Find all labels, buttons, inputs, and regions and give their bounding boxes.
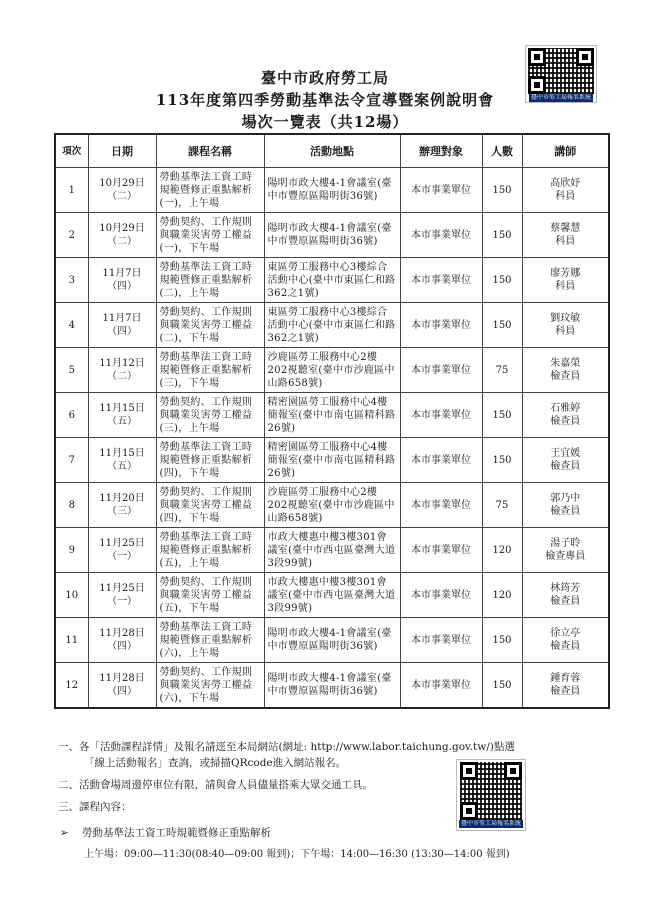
cell-lecturer (522, 528, 609, 573)
cell-date (88, 213, 156, 258)
cell-date-value: 11月20日 (99, 493, 145, 504)
qr-code-bottom[interactable] (456, 759, 526, 831)
cell-lecturer (522, 348, 609, 393)
cell-no: 7 (55, 438, 88, 483)
cell-weekday: （一） (107, 551, 137, 562)
cell-course: 勞動基準法工資工時規範暨修正重點解析(五)，上午場 (156, 528, 264, 573)
lecturer-name: 湯子聆 (550, 538, 581, 549)
cell-venue: 市政大樓惠中樓3樓301會議室(臺中市西屯區臺灣大道3段99號) (264, 528, 400, 573)
schedule-table (54, 133, 610, 709)
note-course-name: 勞動基準法工資工時規範暨修正重點解析 (82, 827, 271, 839)
cell-target: 本市事業單位 (400, 663, 482, 709)
cell-target: 本市事業單位 (400, 528, 482, 573)
lecturer-name: 廖芳娜 (550, 268, 581, 279)
cell-count: 150 (482, 663, 522, 709)
col-header-course: 課程名稱 (156, 134, 264, 168)
lecturer-title: 科員 (555, 326, 576, 337)
lecturer-title: 檢查員 (550, 596, 581, 607)
cell-date-value: 11月15日 (99, 448, 145, 459)
lecturer-name: 劉玟敏 (550, 313, 581, 324)
cell-weekday: （二） (107, 191, 137, 202)
cell-weekday: （二） (107, 236, 137, 247)
cell-weekday: （三） (107, 506, 137, 517)
cell-weekday: （四） (107, 326, 137, 337)
cell-date-value: 11月7日 (102, 268, 142, 279)
cell-target: 本市事業單位 (400, 213, 482, 258)
table-row (55, 573, 609, 618)
cell-count: 150 (482, 168, 522, 213)
lecturer-name: 郭乃中 (550, 493, 581, 504)
qr-pattern (460, 762, 522, 820)
cell-course: 勞動契約、工作規則與職業災害勞工權益(一)，下午場 (156, 213, 264, 258)
cell-course: 勞動契約、工作規則與職業災害勞工權益(六)，下午場 (156, 663, 264, 709)
table-row (55, 663, 609, 709)
cell-weekday: （一） (107, 596, 137, 607)
table-row (55, 483, 609, 528)
cell-date (88, 438, 156, 483)
page-title: 113年度第四季勞動基準法令宣導暨案例說明會 (155, 91, 495, 109)
cell-target: 本市事業單位 (400, 393, 482, 438)
lecturer-title: 檢查專員 (545, 551, 586, 562)
cell-no: 1 (55, 168, 88, 213)
cell-weekday: （五） (107, 461, 137, 472)
lecturer-title: 檢查員 (550, 416, 581, 427)
col-header-no: 項次 (55, 134, 88, 168)
cell-target: 本市事業單位 (400, 438, 482, 483)
table-row (55, 213, 609, 258)
cell-count: 150 (482, 393, 522, 438)
col-header-lecturer: 講師 (522, 134, 609, 168)
lecturer-title: 檢查員 (550, 641, 581, 652)
cell-course: 勞動基準法工資工時規範暨修正重點解析(一)，上午場 (156, 168, 264, 213)
cell-no: 9 (55, 528, 88, 573)
page-subtitle: 場次一覽表（共12場） (241, 113, 409, 131)
cell-date (88, 303, 156, 348)
cell-course: 勞動契約、工作規則與職業災害勞工權益(五)，下午場 (156, 573, 264, 618)
cell-date (88, 258, 156, 303)
cell-count: 150 (482, 438, 522, 483)
lecturer-title: 科員 (555, 191, 576, 202)
cell-date (88, 393, 156, 438)
cell-count: 150 (482, 258, 522, 303)
cell-lecturer (522, 483, 609, 528)
lecturer-title: 科員 (555, 236, 576, 247)
table-row (55, 258, 609, 303)
col-header-date: 日期 (88, 134, 156, 168)
cell-lecturer (522, 573, 609, 618)
org-title: 臺中市政府勞工局 (260, 69, 389, 87)
arrow-bullet-icon: ➢ (60, 827, 69, 839)
cell-venue: 市政大樓惠中樓3樓301會議室(臺中市西屯區臺灣大道3段99號) (264, 573, 400, 618)
cell-venue: 沙鹿區勞工服務中心2樓202視聽室(臺中市沙鹿區中山路658號) (264, 483, 400, 528)
cell-course: 勞動基準法工資工時規範暨修正重點解析(四)，下午場 (156, 438, 264, 483)
cell-lecturer (522, 393, 609, 438)
cell-date-value: 11月25日 (99, 583, 145, 594)
cell-count: 150 (482, 303, 522, 348)
note-line-1: 一、各「活動課程詳情」及報名請逕至本局網站(網址: http://www.labor.taichung.gov.tw/)點選 (58, 741, 515, 753)
cell-course: 勞動基準法工資工時規範暨修正重點解析(六)，上午場 (156, 618, 264, 663)
cell-count: 75 (482, 483, 522, 528)
cell-lecturer (522, 213, 609, 258)
cell-date-value: 11月15日 (99, 403, 145, 414)
cell-lecturer (522, 303, 609, 348)
table-row (55, 168, 609, 213)
cell-venue: 陽明市政大樓4-1會議室(臺中市豐原區陽明街36號) (264, 213, 400, 258)
cell-date-value: 11月25日 (99, 538, 145, 549)
cell-date (88, 483, 156, 528)
cell-count: 150 (482, 618, 522, 663)
col-header-venue: 活動地點 (264, 134, 400, 168)
cell-target: 本市事業單位 (400, 303, 482, 348)
cell-course: 勞動契約、工作規則與職業災害勞工權益(三)，上午場 (156, 393, 264, 438)
cell-lecturer (522, 258, 609, 303)
lecturer-title: 檢查員 (550, 686, 581, 697)
cell-lecturer (522, 618, 609, 663)
cell-course: 勞動基準法工資工時規範暨修正重點解析(三)，下午場 (156, 348, 264, 393)
cell-weekday: （四） (107, 641, 137, 652)
cell-date (88, 663, 156, 709)
cell-weekday: （四） (107, 281, 137, 292)
cell-lecturer (522, 663, 609, 709)
cell-no: 11 (55, 618, 88, 663)
cell-count: 120 (482, 528, 522, 573)
table-row (55, 528, 609, 573)
cell-count: 120 (482, 573, 522, 618)
cell-target: 本市事業單位 (400, 618, 482, 663)
cell-no: 10 (55, 573, 88, 618)
cell-date (88, 348, 156, 393)
lecturer-name: 蔡馨慧 (550, 223, 581, 234)
cell-target: 本市事業單位 (400, 258, 482, 303)
cell-target: 本市事業單位 (400, 483, 482, 528)
lecturer-title: 檢查員 (550, 371, 581, 382)
cell-weekday: （二） (107, 371, 137, 382)
cell-target: 本市事業單位 (400, 348, 482, 393)
cell-date-value: 10月29日 (99, 178, 145, 189)
cell-target: 本市事業單位 (400, 573, 482, 618)
lecturer-name: 鍾育蓉 (550, 673, 581, 684)
col-header-target: 辦理對象 (400, 134, 482, 168)
lecturer-name: 石雅婷 (550, 403, 581, 414)
lecturer-name: 高欣妤 (550, 178, 581, 189)
table-row (55, 618, 609, 663)
cell-date-value: 11月12日 (99, 358, 145, 369)
note-session-times: 上午場：09:00—11:30(08:40—09:00 報到)；下午場：14:00—16:30 (13:30—14:00 報到) (84, 849, 510, 860)
cell-weekday: （五） (107, 416, 137, 427)
table-row (55, 348, 609, 393)
qr-caption: 臺中市勞工局報名系統 (460, 820, 521, 827)
lecturer-title: 檢查員 (550, 461, 581, 472)
cell-venue: 陽明市政大樓4-1會議室(臺中市豐原區陽明街36號) (264, 618, 400, 663)
lecturer-name: 王宜媛 (550, 448, 581, 459)
cell-date (88, 573, 156, 618)
cell-venue: 陽明市政大樓4-1會議室(臺中市豐原區陽明街36號) (264, 168, 400, 213)
note-line-4: 三、課程內容： (58, 801, 132, 813)
cell-count: 75 (482, 348, 522, 393)
note-bullet-row (60, 826, 271, 840)
qr-caption: 臺中市勞工局報名系統 (530, 94, 591, 101)
cell-venue: 精密園區勞工服務中心4樓簡報室(臺中市南屯區精科路26號) (264, 393, 400, 438)
lecturer-name: 徐立亭 (550, 628, 581, 639)
lecturer-title: 檢查員 (550, 506, 581, 517)
cell-date-value: 10月29日 (99, 223, 145, 234)
cell-venue: 沙鹿區勞工服務中心2樓202視聽室(臺中市沙鹿區中山路658號) (264, 348, 400, 393)
cell-date-value: 11月28日 (99, 628, 145, 639)
cell-no: 12 (55, 663, 88, 709)
note-line-3: 二、活動會場周邊停車位有限，請與會人員儘量搭乘大眾交通工具。 (58, 779, 373, 791)
cell-course: 勞動契約、工作規則與職業災害勞工權益(四)，下午場 (156, 483, 264, 528)
cell-no: 4 (55, 303, 88, 348)
cell-course: 勞動契約、工作規則與職業災害勞工權益(二)，下午場 (156, 303, 264, 348)
cell-venue: 陽明市政大樓4-1會議室(臺中市豐原區陽明街36號) (264, 663, 400, 709)
table-header-row (55, 134, 609, 168)
cell-date (88, 528, 156, 573)
lecturer-name: 朱嘉榮 (550, 358, 581, 369)
cell-no: 5 (55, 348, 88, 393)
cell-date (88, 618, 156, 663)
note-line-2: 「線上活動報名」查詢，或掃描QRcode進入網站報名。 (84, 757, 347, 769)
cell-no: 2 (55, 213, 88, 258)
cell-lecturer (522, 438, 609, 483)
cell-target: 本市事業單位 (400, 168, 482, 213)
cell-venue: 東區勞工服務中心3樓綜合活動中心(臺中市東區仁和路362之1號) (264, 258, 400, 303)
cell-venue: 東區勞工服務中心3樓綜合活動中心(臺中市東區仁和路362之1號) (264, 303, 400, 348)
table-row (55, 393, 609, 438)
lecturer-name: 林筠芳 (550, 583, 581, 594)
table-row (55, 303, 609, 348)
cell-date (88, 168, 156, 213)
cell-count: 150 (482, 213, 522, 258)
cell-venue: 精密園區勞工服務中心4樓簡報室(臺中市南屯區精科路26號) (264, 438, 400, 483)
cell-date-value: 11月28日 (99, 673, 145, 684)
cell-course: 勞動基準法工資工時規範暨修正重點解析(二)，上午場 (156, 258, 264, 303)
col-header-count: 人數 (482, 134, 522, 168)
cell-date-value: 11月7日 (102, 313, 142, 324)
cell-lecturer (522, 168, 609, 213)
cell-no: 8 (55, 483, 88, 528)
cell-no: 3 (55, 258, 88, 303)
table-row (55, 438, 609, 483)
lecturer-title: 科員 (555, 281, 576, 292)
cell-weekday: （四） (107, 686, 137, 697)
cell-no: 6 (55, 393, 88, 438)
